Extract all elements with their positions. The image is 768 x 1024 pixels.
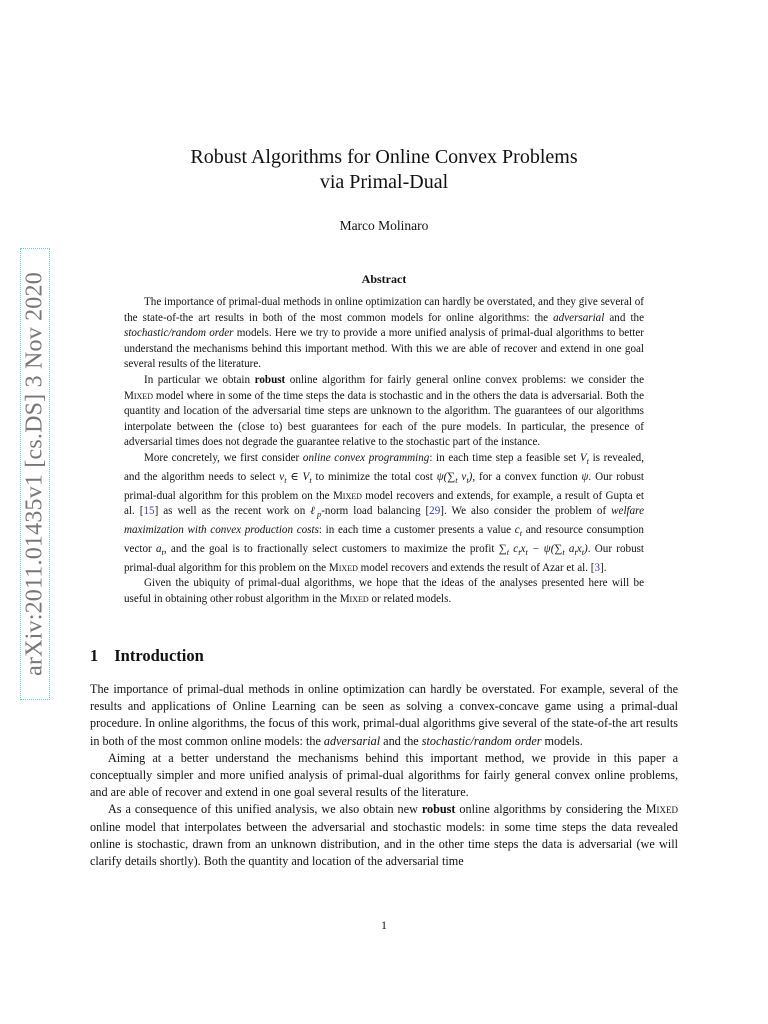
paper-title-line-2: via Primal-Dual — [319, 171, 449, 193]
abstract-paragraph-4: Given the ubiquity of primal-dual algorithms, we hope that the ideas of the analyses presented here will be useful in obtaining other robust algorithm in the Mixed or related models. — [124, 577, 644, 605]
paper-title — [90, 145, 678, 195]
math-profit: $\sum_t$ $c_tx_t - \psi(\sum_t$ $a_tx_t$) — [498, 542, 588, 557]
abstract-paragraph-1: The importance of primal-dual methods in online optimization can hardly be overstated, and they give several of the state-of-the art results in both of the most common models for online algorithms: the adversarial and the stochastic/random order models. Here we try to provide a more unified analysis of primal-dual algorithms to better understand the mechanisms behind this important method. With this we are able of recover and extend in one goal several results of the literature. — [124, 296, 645, 371]
intro-paragraph-1: The importance of primal-dual methods in online optimization can hardly be overstated. For example, several of the results and applications of Online Learning can be seen as solving a convex-concave game using a primal-dual procedure. In online algorithms, the focus of this work, primal-dual algorithms give several of the state-of-the art results in both of the most common online models: the adversarial and the stochastic/random order models. — [90, 682, 678, 748]
intro-paragraph-2: Aiming at a better understand the mechanisms behind this important method, we provide in this paper a conceptually simpler and more unified analysis of primal-dual algorithms for fairly general convex online problems, and are able of recover and extend in one goal several results of the literature. — [90, 750, 678, 800]
math-value: $c_t$ — [514, 523, 522, 539]
arxiv-identifier-box — [20, 248, 50, 700]
citation-link-3[interactable]: 3 — [594, 561, 600, 574]
intro-paragraph-3: As a consequence of this unified analysis, we also obtain new robust online algorithms by considering the Mixed online model that interpolates between the adversarial and stochastic models: in some time steps the data revealed online is stochastic, drawn from an unknown distribution, and in the other time steps the data is adversarial (we will clarify details shortly). Both the quantity and location of the adversarial time — [90, 802, 678, 869]
citation-link-15[interactable]: 15 — [143, 505, 155, 518]
math-lp: ℓ$_p$ — [310, 505, 322, 520]
section-heading-introduction — [90, 646, 204, 666]
paper-title-line-1: Robust Algorithms for Online Convex Problems — [190, 146, 578, 168]
introduction-body — [90, 681, 678, 870]
section-number: 1 — [90, 646, 99, 665]
section-title: Introduction — [114, 646, 204, 665]
abstract-paragraph-3: More concretely, we first consider online convex programming: in each time step a feasible set $V_t$ is revealed, and the algorithm needs to select $v_t$ ∈ $V_t$ to minimize the total cost $\psi(\sum_t$ $v_t$), for a convex function ψ. Our robust primal-dual algorithm for this problem on the Mixed model recovers and extends, for example, a result of Gupta et al. [15] as well as the recent work on ℓ$_p$-norm load balancing [29]. We also consider the problem of welfare maximization with convex production costs: in each time a customer presents a value $c_t$ and resource consumption vector $a_t$, and the goal is to fractionally select customers to maximize the profit $\sum_t$ $c_tx_t - \psi(\sum_t$ $a_tx_t$). Our robust primal-dual algorithm for this problem on the Mixed model recovers and extends the result of Azar et al. [3]. — [124, 451, 645, 574]
abstract-heading: Abstract — [361, 272, 407, 286]
page-number: 1 — [381, 918, 387, 932]
abstract-paragraph-2: In particular we obtain robust online algorithm for fairly general online convex problems: we consider the Mixed model where in some of the time steps the data is stochastic and in the others the data is adversarial. Both the quantity and location of the adversarial time steps are unknown to the algorithm. The guarantees of our algorithms interpolate between the (close to) best guarantees for each of the pure models. In particular, the presence of adversarial times does not degrade the guarantee relative to the stochastic part of the instance. — [124, 373, 644, 449]
math-psi: ψ — [581, 470, 589, 483]
arxiv-identifier[interactable]: arXiv:2011.01435v1 [cs.DS] 3 Nov 2020 — [21, 272, 48, 676]
abstract-body — [124, 295, 644, 607]
paper-author: Marco Molinaro — [339, 218, 429, 233]
math-feasible-set: $V_t$ — [579, 451, 589, 467]
math-selection: $v_t$ ∈ $V_t$ — [279, 470, 312, 485]
citation-link-29[interactable]: 29 — [429, 505, 441, 518]
math-consumption: $a_t$ — [156, 542, 164, 557]
math-total-cost: $\psi(\sum_t$ $v_t$) — [436, 470, 473, 485]
